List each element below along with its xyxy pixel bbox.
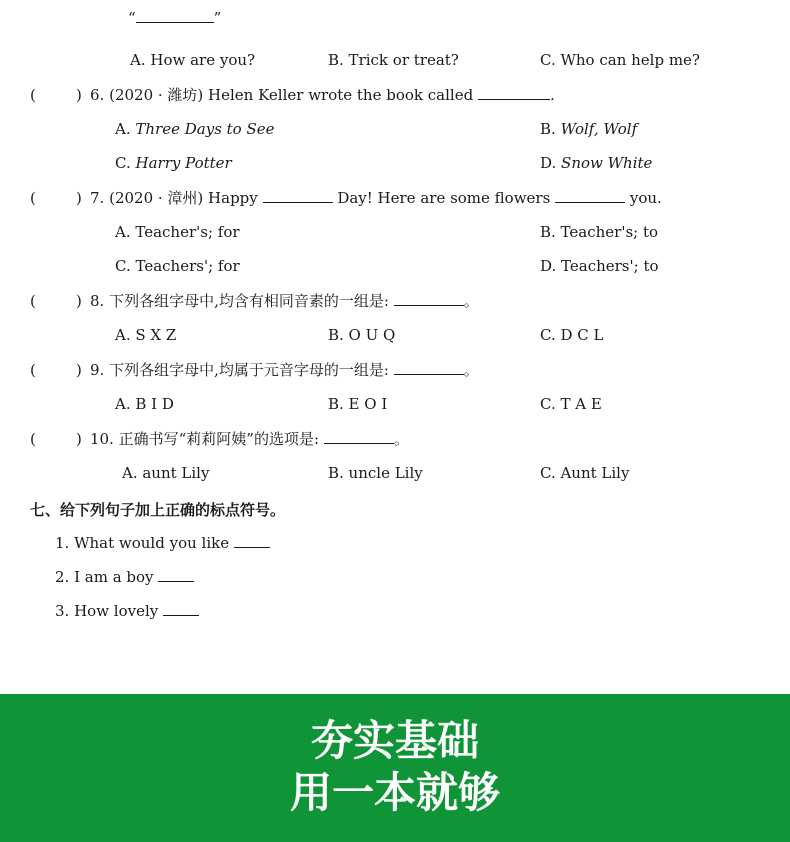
q6-b-letter: B. [540,120,556,138]
item-3-text: 3. How lovely [55,602,159,620]
q6-number: 6. [90,86,105,104]
q8-end: 。 [463,292,479,310]
q8-option-b: B. O U Q [328,326,396,344]
q8-paren-open: ( [30,292,36,310]
q9-paren-open: ( [30,361,36,379]
item-3-answer-blank[interactable] [163,601,199,616]
q9-number: 9. [90,361,105,379]
q7-option-c: C. Teachers'; for [115,257,240,275]
q6-option-d [540,153,652,173]
q7-stem [90,188,662,208]
q6-d-text: Snow White [561,154,653,172]
answer-blank[interactable] [136,8,214,23]
q10-number: 10. [90,430,114,448]
q6-c-letter: C. [115,154,131,172]
q6-option-b [540,119,637,139]
q6-d-letter: D. [540,154,557,172]
q7-answer-blank-1[interactable] [263,188,333,203]
promo-banner [0,694,790,842]
q6-stem-text: (2020 · 潍坊) Helen Keller wrote the book called [109,86,474,104]
q6-answer-blank[interactable] [478,85,550,100]
q7-paren-close: ) [76,189,82,207]
q6-c-text: Harry Potter [135,154,232,172]
q7-stem-part1: (2020 · 漳州) Happy [109,189,258,207]
q7-option-a: A. Teacher's; for [115,223,240,241]
q7-stem-part3: you. [629,189,662,207]
q6-paren-open: ( [30,86,36,104]
q7-stem-part2: Day! Here are some flowers [337,189,551,207]
q6-option-c [115,153,232,173]
q6-paren-close: ) [76,86,82,104]
q7-option-d: D. Teachers'; to [540,257,659,275]
q5-option-b: B. Trick or treat? [328,51,459,69]
q10-answer-blank[interactable] [324,429,394,444]
item-2-answer-blank[interactable] [158,567,194,582]
q10-end: 。 [393,430,409,448]
q8-option-a: A. S X Z [115,326,177,344]
q10-paren-open: ( [30,430,36,448]
q9-stem [90,360,479,380]
q9-stem-text: 下列各组字母中,均属于元音字母的一组是: [109,361,389,379]
q9-option-b: B. E O I [328,395,388,413]
item-1-text: 1. What would you like [55,534,230,552]
close-quote: ” [213,9,222,27]
section-7-item-2 [55,567,194,587]
q10-stem [90,429,409,449]
q6-stem [90,85,555,105]
q8-option-c: C. D C L [540,326,604,344]
promo-line-2: 用一本就够 [289,768,500,817]
q9-answer-blank[interactable] [394,360,464,375]
q9-end: 。 [463,361,479,379]
q6-b-text: Wolf, Wolf [560,120,638,138]
q8-stem-text: 下列各组字母中,均含有相同音素的一组是: [109,292,389,310]
q6-a-text: Three Days to See [135,120,275,138]
q10-paren-close: ) [76,430,82,448]
q6-end: . [549,86,555,104]
q9-option-c: C. T A E [540,395,602,413]
q5-blank-fragment [128,8,221,28]
q9-option-a: A. B I D [115,395,174,413]
item-1-answer-blank[interactable] [234,533,270,548]
q5-option-a: A. How are you? [130,51,256,69]
q7-number: 7. [90,189,105,207]
q8-paren-close: ) [76,292,82,310]
q6-option-a [115,119,275,139]
q7-answer-blank-2[interactable] [555,188,625,203]
q5-option-c: C. Who can help me? [540,51,700,69]
promo-line-1: 夯实基础 [310,716,479,765]
q8-answer-blank[interactable] [394,291,464,306]
q7-option-b: B. Teacher's; to [540,223,659,241]
item-2-text: 2. I am a boy [55,568,154,586]
q10-option-c: C. Aunt Lily [540,464,630,482]
q10-option-a: A. aunt Lily [122,464,210,482]
section-7-item-3 [55,601,199,621]
section-7-item-1 [55,533,270,553]
q7-paren-open: ( [30,189,36,207]
q9-paren-close: ) [76,361,82,379]
q8-stem [90,291,479,311]
q8-number: 8. [90,292,105,310]
q6-a-letter: A. [115,120,131,138]
q10-option-b: B. uncle Lily [328,464,423,482]
q10-stem-text: 正确书写“莉莉阿姨”的选项是: [118,430,320,448]
section-7-title: 七、给下列句子加上正确的标点符号。 [30,501,286,519]
open-quote: “ [128,9,136,27]
